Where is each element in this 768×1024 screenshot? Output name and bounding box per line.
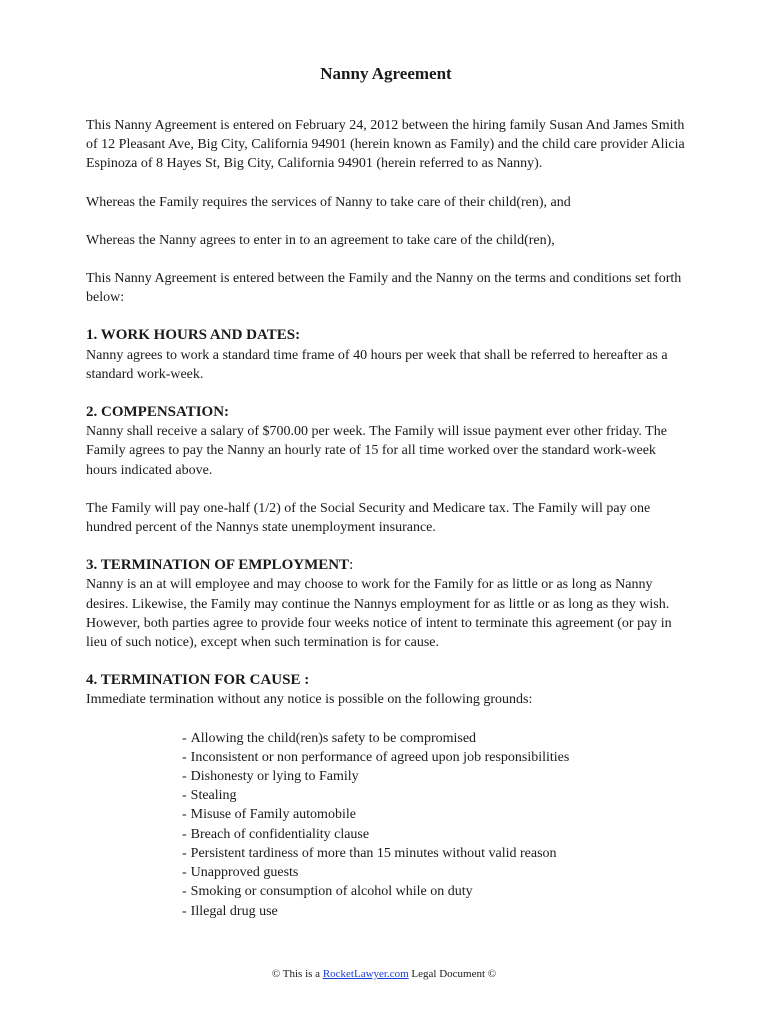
- list-item: [182, 805, 686, 824]
- list-item-text: Inconsistent or non performance of agreed upon job responsibilities: [190, 749, 570, 765]
- section-heading-compensation: 2. COMPENSATION:: [86, 404, 230, 421]
- list-dash: -: [182, 865, 187, 881]
- rocketlawyer-link[interactable]: RocketLawyer.com: [322, 968, 409, 980]
- section-heading-termination-employment: [86, 556, 686, 575]
- section-heading-colon: :: [349, 557, 354, 574]
- section-work-hours: [86, 326, 686, 384]
- list-dash: -: [182, 903, 187, 919]
- whereas-nanny-paragraph: Whereas the Nanny agrees to enter in to an agreement to take care of the child(ren),: [86, 232, 555, 248]
- list-item: [182, 825, 686, 844]
- list-dash: -: [182, 730, 187, 746]
- termination-cause-paragraph: Immediate termination without any notice is possible on the following grounds:: [86, 692, 533, 708]
- section-termination-employment: [86, 556, 686, 652]
- section-termination-cause: [86, 671, 686, 920]
- list-item-text: Allowing the child(ren)s safety to be compromised: [190, 730, 477, 746]
- intro-paragraph: This Nanny Agreement is entered on February 24, 2012 between the hiring family Susan And James Smith of 12 Pleasant Ave, Big City, California 94901 (herein known as Family) and the child care provider Alicia Espinoza of 8 Hayes St, Big City, California 94901 (herein referred to as Nanny).: [86, 118, 685, 172]
- list-dash: -: [182, 826, 187, 842]
- termination-grounds-list: [86, 729, 686, 921]
- list-item: [182, 902, 686, 921]
- list-dash: -: [182, 884, 187, 900]
- list-item: [182, 844, 686, 863]
- compensation-tax-paragraph: The Family will pay one-half (1/2) of the Social Security and Medicare tax. The Family will pay one hundred percent of the Nannys state unemployment insurance.: [86, 500, 651, 536]
- list-item: [182, 786, 686, 805]
- list-item-text: Breach of confidentiality clause: [190, 826, 370, 842]
- document-footer: [0, 966, 768, 982]
- list-item: [182, 748, 686, 767]
- document-page: [86, 62, 686, 940]
- list-item-text: Stealing: [190, 788, 237, 804]
- list-item: [182, 767, 686, 786]
- list-dash: -: [182, 807, 187, 823]
- compensation-salary-paragraph: Nanny shall receive a salary of $700.00 per week. The Family will issue payment ever other friday. The Family agrees to pay the Nanny an hourly rate of 15 for all time worked over the standard work-week hours indicated above.: [86, 424, 667, 478]
- list-item: [182, 882, 686, 901]
- work-hours-paragraph: Nanny agrees to work a standard time frame of 40 hours per week that shall be referred to hereafter as a standard work-week.: [86, 347, 668, 382]
- footer-suffix: Legal Document ©: [411, 968, 497, 980]
- section-heading-termination-cause: 4. TERMINATION FOR CAUSE :: [86, 672, 310, 689]
- section-compensation: [86, 403, 686, 537]
- list-dash: -: [182, 845, 187, 861]
- termination-employment-paragraph: Nanny is an at will employee and may choose to work for the Family for as little or as long as Nanny desires. Likewise, the Family may continue the Nannys employment for as little or as long as they wish. However, both parties agree to provide four weeks notice of intent to terminate this agreement (or pay in lieu of such notice), except when such termination is for cause.: [86, 577, 672, 651]
- list-dash: -: [182, 749, 187, 765]
- terms-intro-paragraph: This Nanny Agreement is entered between the Family and the Nanny on the terms and conditions set forth below:: [86, 271, 682, 306]
- list-item-text: Dishonesty or lying to Family: [190, 769, 359, 785]
- list-item-text: Unapproved guests: [190, 865, 299, 881]
- list-item-text: Persistent tardiness of more than 15 minutes without valid reason: [190, 845, 557, 861]
- list-item-text: Misuse of Family automobile: [190, 807, 356, 823]
- section-heading-text: 3. TERMINATION OF EMPLOYMENT: [86, 557, 350, 574]
- footer-prefix: © This is a: [271, 968, 321, 980]
- list-item-text: Smoking or consumption of alcohol while on duty: [190, 884, 473, 900]
- list-item: [182, 863, 686, 882]
- list-item: [182, 729, 686, 748]
- list-dash: -: [182, 769, 187, 785]
- whereas-family-paragraph: Whereas the Family requires the services of Nanny to take care of their child(ren), and: [86, 194, 571, 210]
- document-title: Nanny Agreement: [320, 64, 452, 83]
- list-item-text: Illegal drug use: [190, 903, 278, 919]
- list-dash: -: [182, 788, 187, 804]
- section-heading-work-hours: 1. WORK HOURS AND DATES:: [86, 327, 301, 344]
